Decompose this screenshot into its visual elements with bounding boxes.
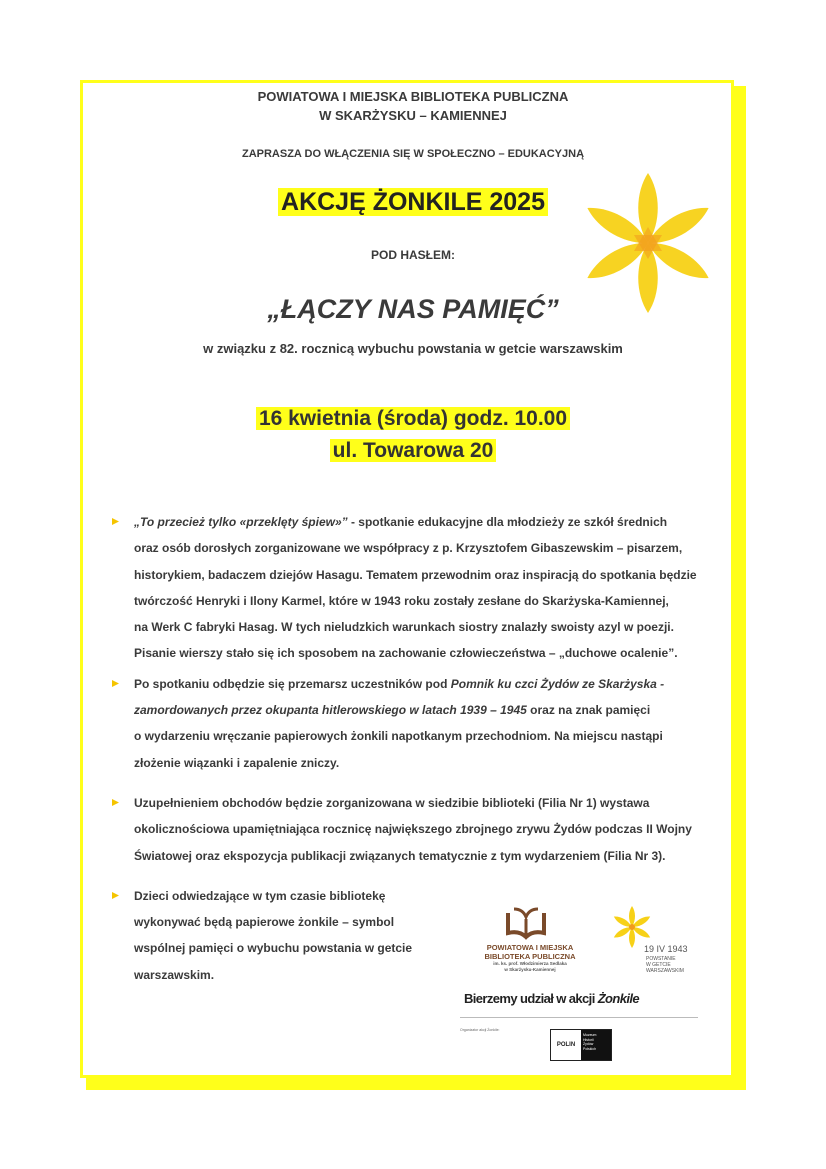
event-date: 16 kwietnia (środa) godz. 10.00	[256, 407, 570, 430]
uprising-line3: WARSZAWSKIM	[646, 968, 684, 974]
partner-logos	[460, 895, 710, 1065]
uprising-line1: POWSTANIE	[646, 956, 676, 962]
library-logo-line2: BIBLIOTEKA PUBLICZNA	[484, 952, 576, 961]
event-time-place	[0, 403, 826, 467]
polin-name: POLIN	[551, 1030, 581, 1060]
motto: „ŁĄCZY NAS PAMIĘĆ”	[267, 294, 559, 324]
invite-text: ZAPRASZA DO WŁĄCZENIA SIĘ W SPOŁECZNO – EDUKACYJNĄ	[241, 148, 585, 160]
library-logo-line3: im. ks. prof. Włodzimierza Sedlaka	[493, 961, 567, 966]
bullet-icon	[112, 680, 119, 687]
item-text: oraz na znak pamięci	[526, 703, 651, 718]
item-text: twórczość Henryki i Ilony Karmel, które w 1943 roku zostały zesłane do Skarżyska-Kamiennej,	[134, 593, 669, 608]
bullet-icon	[112, 518, 119, 525]
item-text: Pomnik ku czci Żydów ze Skarżyska -	[450, 676, 665, 691]
item-text: - spotkanie edukacyjne dla młodzieży ze szkół średnich	[347, 515, 668, 529]
item-text: warszawskim.	[134, 967, 215, 982]
item-text: Światowej oraz ekspozycja publikacji związanych tematycznie z tym wydarzeniem (Filia Nr 3).	[134, 848, 666, 863]
item-text: na Werk C fabryki Hasag. W tych nieludzkich warunkach siostry znalazły swoisty azyl w poezji.	[134, 620, 674, 635]
item-text: „To przecież tylko «przeklęty śpiew»”	[134, 515, 348, 529]
item-text: wykonywać będą papierowe żonkile – symbol	[134, 915, 395, 930]
date-mark: 19 IV 1943	[644, 944, 688, 954]
library-book-icon	[504, 907, 548, 941]
item-text: złożenie wiązanki i zapalenie zniczy.	[134, 755, 340, 770]
item-text: zamordowanych przez okupanta hitlerowskiego w latach 1939 – 1945	[134, 703, 527, 718]
polin-line3: Żydów	[583, 1042, 594, 1046]
logo-divider	[460, 1017, 698, 1018]
library-name-line2: W SKARŻYSKU – KAMIENNEJ	[319, 108, 507, 123]
polin-line2: Historii	[583, 1037, 594, 1042]
campaign-name: Żonkile	[597, 991, 640, 1006]
bullet-icon	[112, 892, 119, 899]
item-text: wspólnej pamięci o wybuchu powstania w getcie	[134, 941, 413, 956]
item-text: historykiem, badaczem dziejów Hasagu. Tematem przewodnim oraz inspiracją do spotkania będzie	[134, 567, 697, 582]
list-item	[112, 671, 732, 776]
daffodil-icon	[578, 172, 718, 314]
event-title: AKCJĘ ŻONKILE 2025	[278, 188, 548, 216]
list-item	[112, 509, 732, 667]
item-text: Po spotkaniu odbędzie się przemarsz uczestników pod	[134, 676, 451, 691]
library-name	[0, 87, 826, 125]
occasion-text: w związku z 82. rocznicą wybuchu powstania w getcie warszawskim	[203, 341, 623, 356]
list-item	[112, 790, 732, 869]
item-text: Pisanie wierszy stało się ich sposobem na zachowanie człowieczeństwa – „duchowe ocalenie”.	[134, 646, 678, 661]
motto-label: POD HASŁEM:	[371, 248, 455, 262]
list-item	[112, 883, 474, 988]
item-text: okolicznościowa upamiętniająca rocznicę największego zbrojnego zrywu Żydów podczas II Wojny	[134, 822, 692, 837]
bullet-icon	[112, 799, 119, 806]
library-logo-line1: POWIATOWA I MIEJSKA	[486, 943, 574, 952]
item-text: Uzupełnieniem obchodów będzie zorganizowana w siedzibie biblioteki (Filia Nr 1) wystawa	[134, 795, 650, 810]
uprising-line2: W GETCIE	[646, 962, 671, 968]
item-text: oraz osób dorosłych zorganizowane we współpracy z p. Krzysztofem Gibaszewskim – pisarzem,	[134, 541, 683, 556]
item-text: o wydarzeniu wręczanie papierowych żonkili napotkanym przechodniom. Na miejscu nastąpi	[134, 729, 663, 744]
campaign-slogan	[464, 991, 639, 1006]
library-name-line1: POWIATOWA I MIEJSKA BIBLIOTEKA PUBLICZNA	[257, 89, 569, 104]
item-text: Dzieci odwiedzające w tym czasie bibliotekę	[134, 888, 386, 903]
library-logo-line4: w Skarżysku-Kamiennej	[504, 967, 556, 972]
polin-line4: Polskich	[583, 1046, 597, 1051]
polin-line1: Muzeum	[583, 1033, 597, 1037]
campaign-slogan-text: Bierzemy udział w akcji	[464, 991, 598, 1006]
organizer-label: Organizator akcji Żonkile:	[460, 1028, 500, 1032]
polin-logo	[550, 1029, 612, 1061]
event-address: ul. Towarowa 20	[330, 439, 497, 462]
